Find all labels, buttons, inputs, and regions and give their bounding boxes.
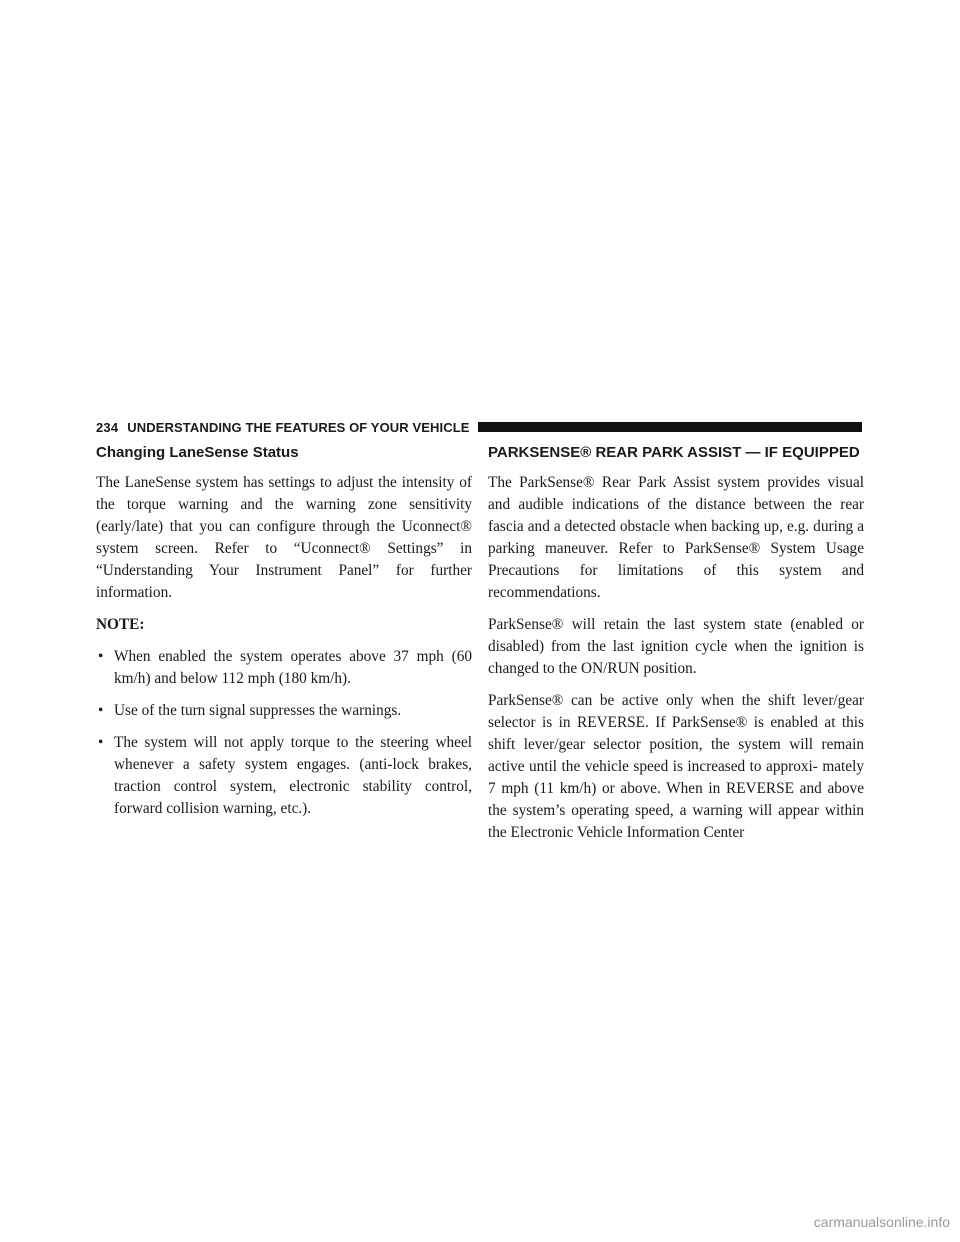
header-rule xyxy=(478,422,862,432)
bullet-icon: • xyxy=(98,648,104,665)
bullet-icon: • xyxy=(98,702,104,719)
parksense-paragraph-3: ParkSense® can be active only when the shift lever/gear selector is in REVERSE. If ParkSense® is enabled at this shift lever/gear selector position, the system will remain active until the vehicle speed is increased to approxi- mately 7 mph (11 km/h) or above. When in REVERSE and above the system’s operating speed, a warning will appear within the Electronic Vehicle Information Center xyxy=(488,692,864,841)
list-item-text: When enabled the system operates above 37 mph (60 km/h) and below 112 mph (180 km/h). xyxy=(114,648,472,687)
parksense-heading: PARKSENSE® REAR PARK ASSIST — IF EQUIPPED xyxy=(488,444,860,461)
bullet-icon: • xyxy=(98,734,104,751)
list-item xyxy=(96,700,472,722)
right-column xyxy=(488,443,864,854)
list-item xyxy=(96,646,472,690)
page-number: 234 xyxy=(96,419,119,435)
left-column xyxy=(96,443,472,830)
lanesense-paragraph: The LaneSense system has settings to adjust the intensity of the torque warning and the warning zone sensitivity (early/late) that you can configure through the Uconnect® system screen. Refer to “Uconnect® Settings” in “Understanding Your Instrument Panel” for further information. xyxy=(96,474,472,601)
watermark: carmanualsonline.info xyxy=(813,1214,950,1230)
note-label: NOTE: xyxy=(96,616,145,633)
list-item-text: The system will not apply torque to the steering wheel whenever a safety system engages. (anti-lock brakes, traction control system, electronic stability control, forward collision warning, etc.). xyxy=(114,734,472,817)
page-header xyxy=(96,419,862,435)
parksense-paragraph-1: The ParkSense® Rear Park Assist system provides visual and audible indications of the distance between the rear fascia and a detected obstacle when backing up, e.g. during a parking maneuver. Refer to ParkSense® System Usage Precautions for limitations of this system and recommendations. xyxy=(488,474,864,601)
note-list xyxy=(96,646,472,820)
list-item-text: Use of the turn signal suppresses the warnings. xyxy=(114,702,402,719)
parksense-paragraph-2: ParkSense® will retain the last system state (enabled or disabled) from the last ignition cycle when the ignition is changed to the ON/RUN position. xyxy=(488,616,864,677)
list-item xyxy=(96,732,472,820)
section-title: UNDERSTANDING THE FEATURES OF YOUR VEHICLE xyxy=(127,419,470,435)
lanesense-heading: Changing LaneSense Status xyxy=(96,444,299,461)
